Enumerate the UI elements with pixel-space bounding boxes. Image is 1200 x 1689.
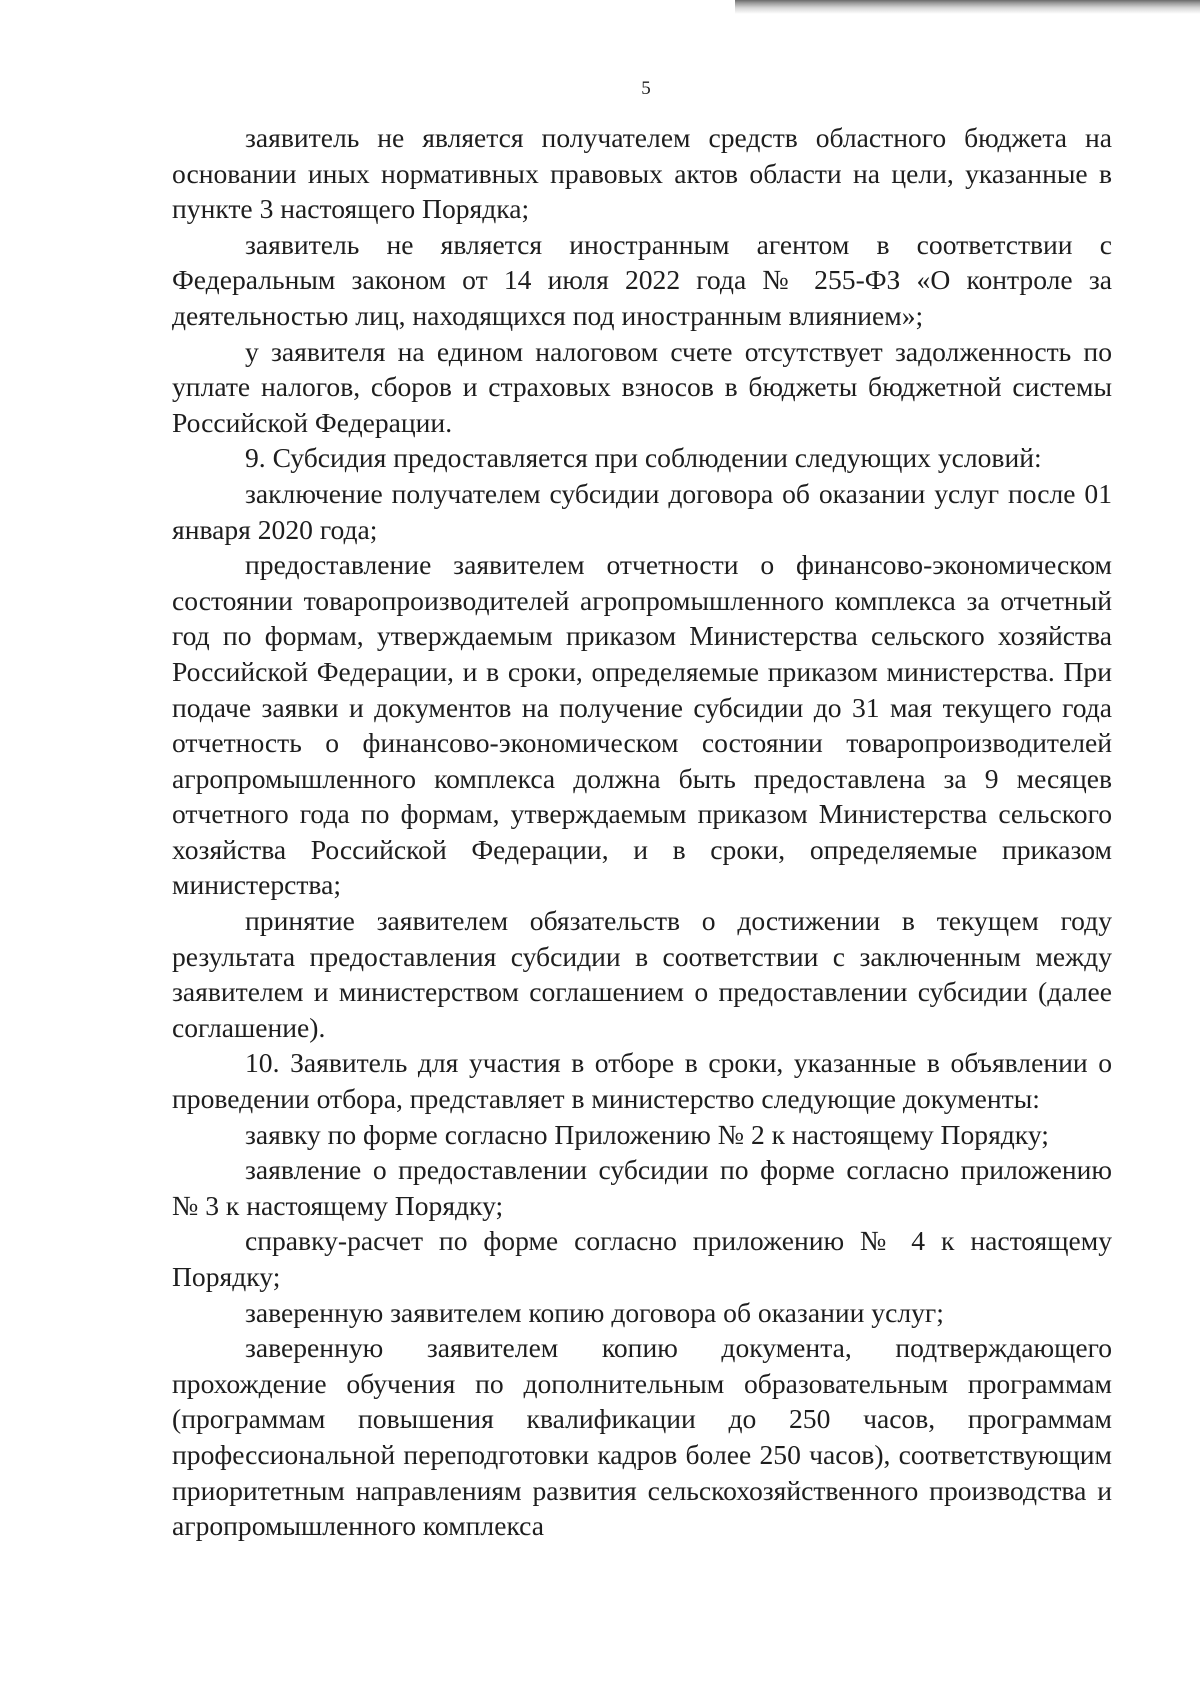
page-number: 5 (641, 78, 651, 99)
paragraph-obligations: принятие заявителем обязательств о достижении в текущем году результата предоставления субсидии в соответствии с заключенным между заявителем и министерством соглашением о предоставлении субсидии (далее соглашение). (172, 905, 1112, 1043)
paragraph-contract-copy: заверенную заявителем копию договора об оказании услуг; (245, 1296, 944, 1328)
paragraph-tax-debt: у заявителя на едином налоговом счете отсутствует задолженность по уплате налогов, сборов и страховых взносов в бюджеты бюджетной системы Российской Федерации. (172, 335, 1112, 438)
paragraph-subsidy-statement: заявление о предоставлении субсидии по форме согласно приложению № 3 к настоящему Порядку; (172, 1154, 1112, 1221)
paragraph-application-form: заявку по форме согласно Приложению № 2 к настоящему Порядку; (245, 1118, 1049, 1150)
scan-edge-shadow (735, 0, 1200, 14)
document-body (172, 120, 1112, 1544)
paragraph-training-document: заверенную заявителем копию документа, подтверждающего прохождение обучения по дополнительным образовательным программам (программам повышения квалификации до 250 часов, программам профессиональной переподготовки кадров более 250 часов), соответствующим приоритетным направлениям развития сельскохозяйственного производства и агропромышленного комплекса (172, 1332, 1112, 1542)
paragraph-clause-9: 9. Субсидия предоставляется при соблюдении следующих условий: (245, 442, 1042, 474)
paragraph-recipient-other-acts: заявитель не является получателем средств областного бюджета на основании иных нормативных правовых актов области на цели, указанные в пункте 3 настоящего Порядка; (172, 122, 1112, 225)
paragraph-service-contract: заключение получателем субсидии договора об оказании услуг после 01 января 2020 года; (172, 477, 1112, 545)
paragraph-financial-reporting: предоставление заявителем отчетности о финансово-экономическом состоянии товаропроизводителей агропромышленного комплекса за отчетный год по формам, утверждаемым приказом Министерства сельского хозяйства Российской Федерации, и в сроки, определяемые приказом министерства. При подаче заявки и документов на получение субсидии до 31 мая текущего года отчетность о финансово-экономическом состоянии товаропроизводителей агропромышленного комплекса должна быть предоставлена за 9 месяцев отчетного года по формам, утверждаемым приказом Министерства сельского хозяйства Российской Федерации, и в сроки, определяемые приказом министерства; (172, 549, 1112, 901)
paragraph-foreign-agent: заявитель не является иностранным агентом в соответствии с Федеральным законом от 14 июля 2022 года № 255-ФЗ «О контроле за деятельностью лиц, находящихся под иностранным влиянием»; (172, 228, 1112, 331)
paragraph-clause-10: 10. Заявитель для участия в отборе в сроки, указанные в объявлении о проведении отбора, представляет в министерство следующие документы: (172, 1047, 1112, 1115)
paragraph-calculation: справку-расчет по форме согласно приложению № 4 к настоящему Порядку; (172, 1225, 1112, 1292)
